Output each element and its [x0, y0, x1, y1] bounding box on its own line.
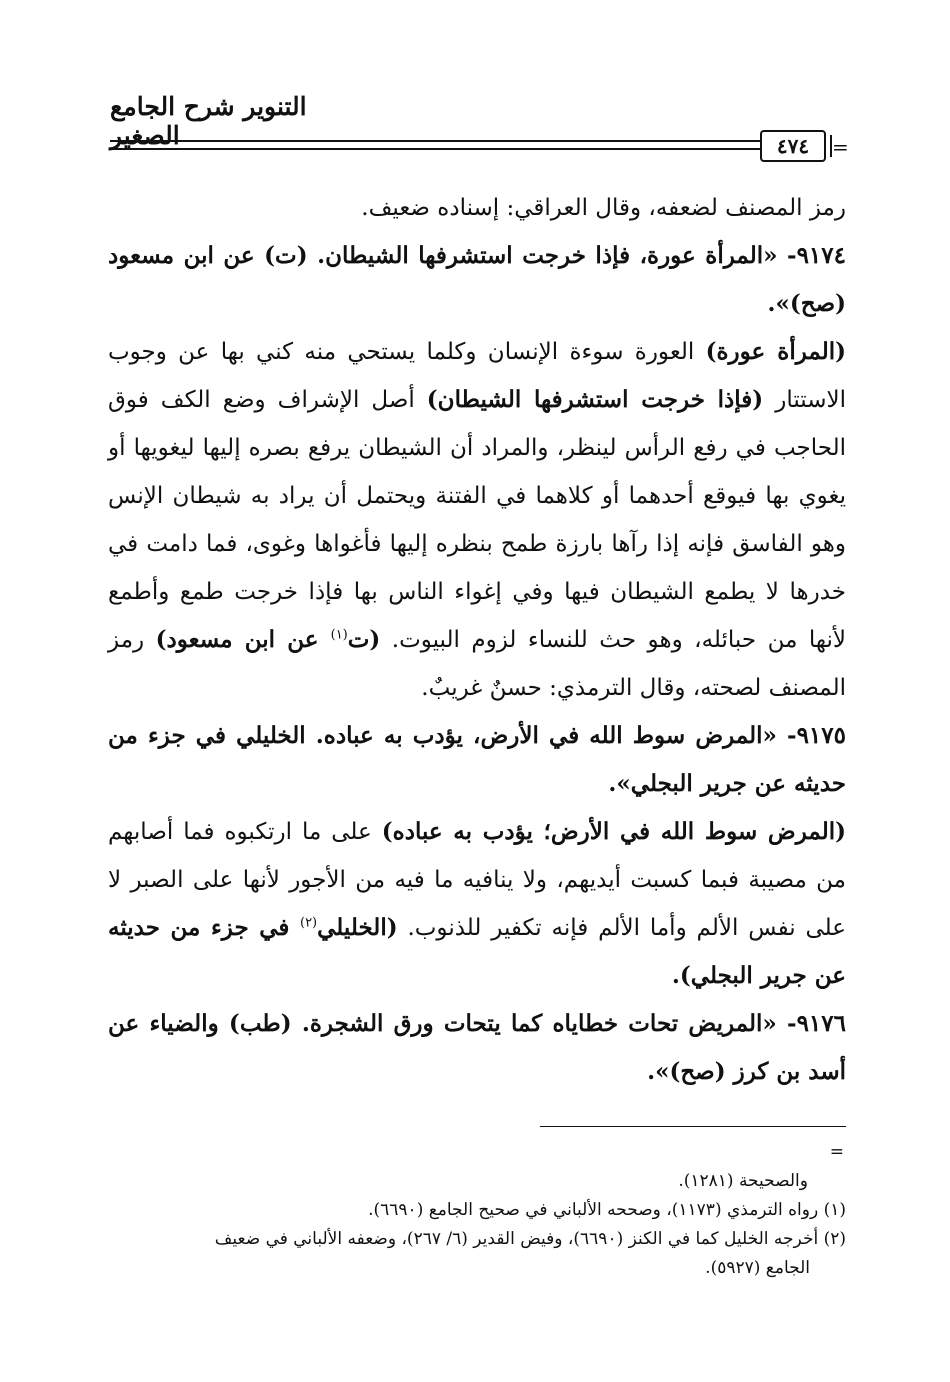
header-rule-double — [110, 148, 760, 150]
source-ref: (ت — [347, 626, 381, 653]
commentary-text: العورة سوءة الإنسان وكلما يستحي منه كني بها عن وجوب الاستتار — [108, 339, 847, 413]
commentary-quote: (المرأة عورة) — [705, 338, 846, 365]
footnote-ref-2: (٢) — [299, 915, 318, 931]
footnote-rule — [540, 1126, 846, 1127]
commentary-text: على ما ارتكبوه فما أصابهم من مصيبة فبما كسبت أيديهم، ولا ينافيه ما فيه من الأجور لأنها على الصبر لا على نفس الألم وأما الألم فإنه تكفير للذنوب. — [108, 819, 846, 941]
footnote-ref-1: (١) — [330, 627, 348, 643]
commentary-text: أصل الإشراف وضع الكف فوق الحاجب في رفع الرأس لينظر، والمراد أن الشيطان يرفع بصره إليها ليغويها أو يغوي بها فيوقع أحدهما أو كلاهما في الفتنة ويحتمل أن يراد به شيطان الإنس وهو الفاسق فإنه إذا رآها بارزة طمح بنظره إليها فأغواها وغوى، فما دامت في خدرها لا يطمع الشيطان فيها وفي إغواء الناس بها فإذا خرجت طمع وأطمع لأنها من حبائله، وهو حث للنساء لزوم البيوت. — [108, 387, 847, 653]
footnotes — [108, 1138, 846, 1283]
paragraph-continuation: رمز المصنف لضعفه، وقال العراقي: إسناده ضعيف. — [361, 195, 846, 221]
commentary-9174 — [108, 328, 846, 712]
footnote-continuation: والصحيحة (١٢٨١). — [678, 1171, 808, 1191]
hadith-9175: ٩١٧٥- «المرض سوط الله في الأرض، يؤدب به عباده. الخليلي في جزء من حديثه عن جرير البجلي». — [108, 722, 846, 797]
source-ref: عن ابن مسعود) — [155, 626, 331, 653]
footnote-2: (٢) أخرجه الخليل كما في الكنز (٦٦٩٠)، وفيض القدير (٦/ ٢٦٧)، وضعفه الألباني في ضعيف — [214, 1229, 846, 1249]
commentary-text: رمز المصنف لصحته، وقال الترمذي: حسنٌ غريبٌ. — [108, 627, 846, 701]
footnote-continuation-marker: = — [829, 1142, 844, 1162]
hadith-9174: ٩١٧٤- «المرأة عورة، فإذا خرجت استشرفها الشيطان. (ت) عن ابن مسعود (صح)». — [108, 242, 846, 317]
page-number: ٤٧٤ — [760, 130, 826, 162]
footnote-2-continued: الجامع (٥٩٢٧). — [705, 1258, 810, 1278]
continuation-marker: = — [832, 135, 849, 159]
hadith-9176: ٩١٧٦- «المريض تحات خطاياه كما يتحات ورق الشجرة. (طب) والضياء عن أسد بن كرز (صح)». — [108, 1010, 846, 1085]
commentary-quote: (المرض سوط الله في الأرض؛ يؤدب به عباده) — [381, 818, 847, 845]
source-ref: (الخليلي — [317, 914, 398, 941]
header-rule — [110, 140, 760, 142]
footnote-1: (١) رواه الترمذي (١١٧٣)، وصححه الألباني في صحيح الجامع (٦٦٩٠). — [368, 1200, 846, 1220]
commentary-9175 — [108, 808, 846, 1000]
source-ref: في جزء من حديثه عن جرير البجلي). — [108, 914, 846, 989]
main-text — [108, 184, 846, 1096]
running-header-title: التنوير شرح الجامع الصغير — [110, 92, 307, 150]
commentary-quote: (فإذا خرجت استشرفها الشيطان) — [426, 386, 764, 413]
